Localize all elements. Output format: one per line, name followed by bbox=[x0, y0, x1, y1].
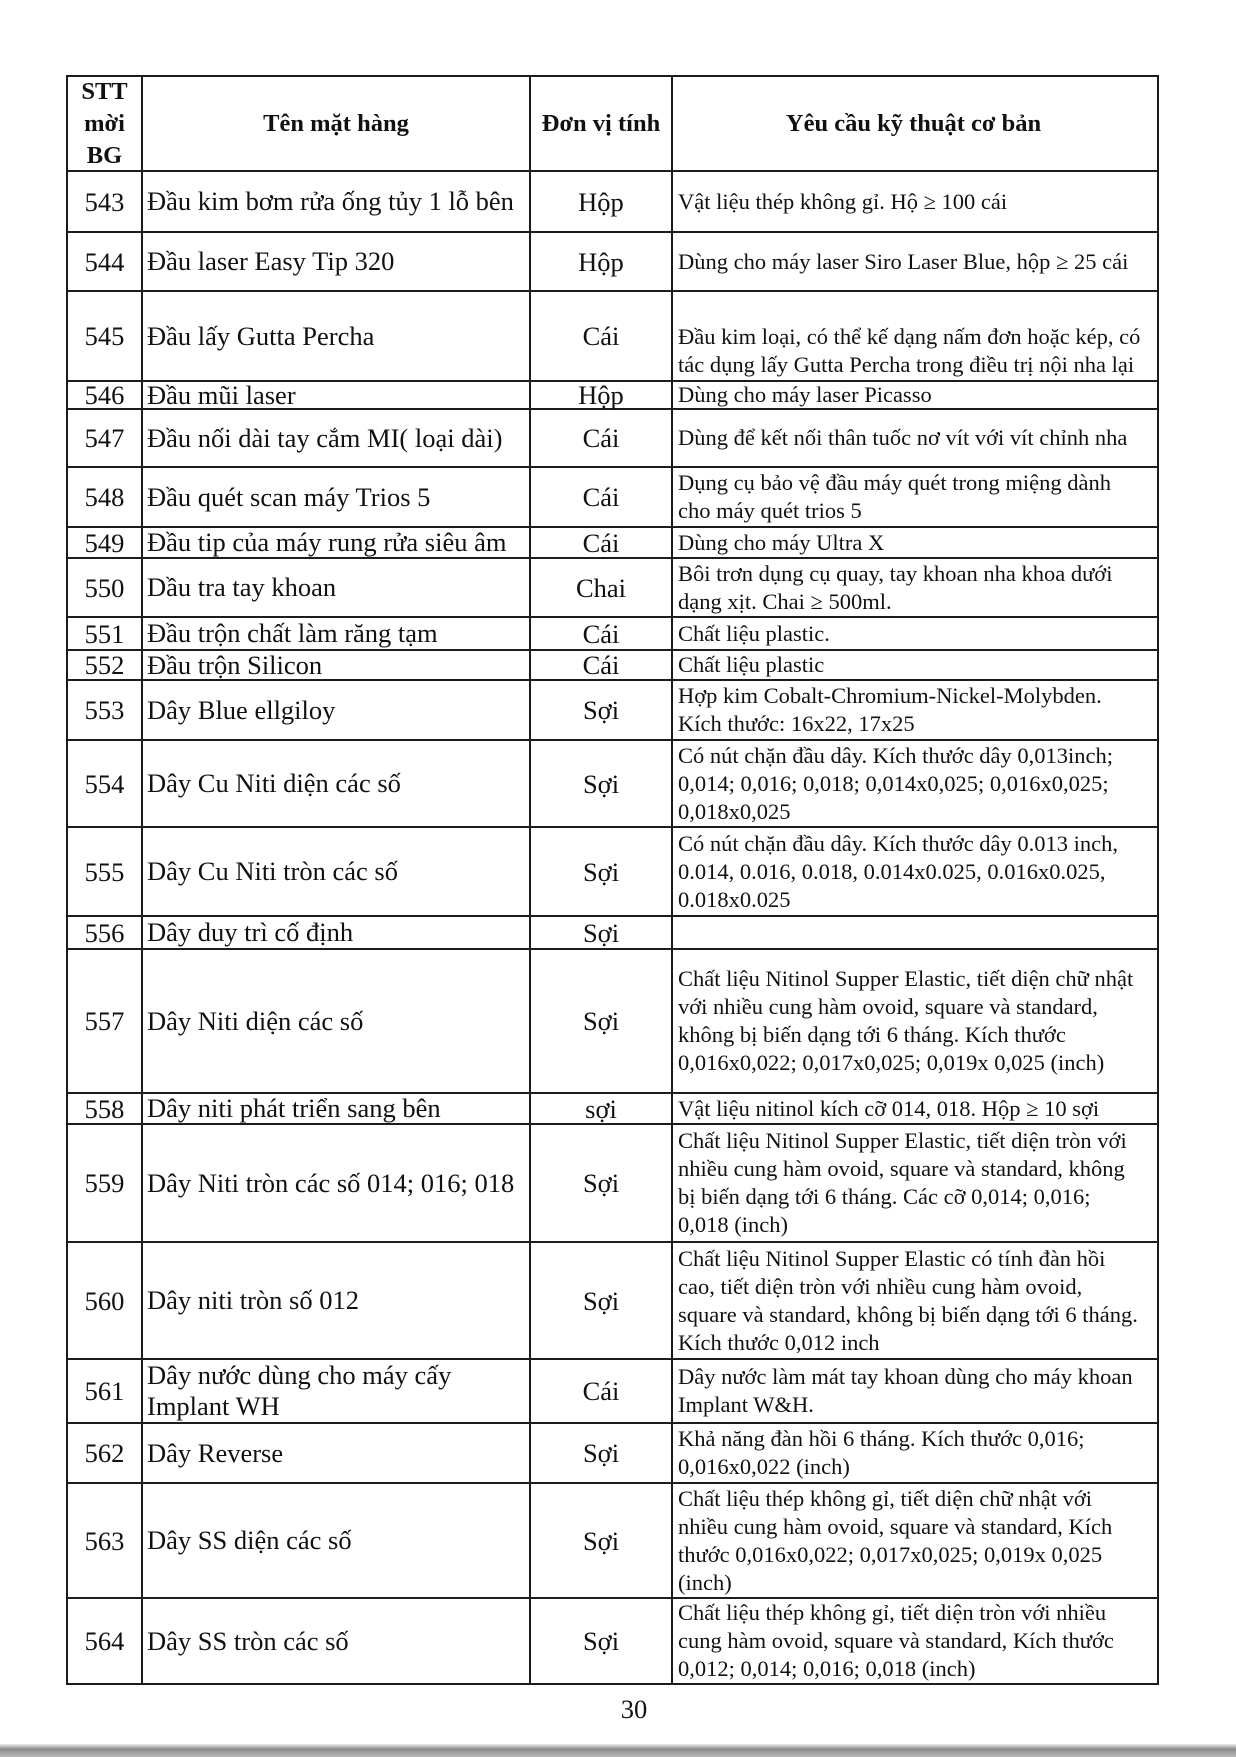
unit-cell: Hộp bbox=[531, 382, 673, 408]
stt-cell: 553 bbox=[68, 681, 143, 739]
stt-cell: 557 bbox=[68, 950, 143, 1092]
unit-cell: Cái bbox=[531, 468, 673, 526]
item-name-cell: Dây niti tròn số 012 bbox=[143, 1243, 531, 1358]
item-name-cell: Đầu trộn Silicon bbox=[143, 651, 531, 679]
requirement-cell: Dùng cho máy laser Picasso bbox=[673, 382, 1159, 408]
table-row bbox=[68, 1599, 1159, 1685]
unit-cell: Cái bbox=[531, 528, 673, 557]
table-row bbox=[68, 528, 1159, 559]
stt-cell: 555 bbox=[68, 828, 143, 915]
item-table bbox=[66, 75, 1159, 1685]
requirement-cell: Có nút chặn đầu dây. Kích thước dây 0,013inch; 0,014; 0,016; 0,018; 0,014x0,025; 0,016x0,025; 0,018x0,025 bbox=[673, 741, 1159, 826]
stt-cell: 544 bbox=[68, 233, 143, 290]
table-row bbox=[68, 1243, 1159, 1360]
stt-cell: 545 bbox=[68, 292, 143, 380]
stt-cell: 556 bbox=[68, 917, 143, 948]
stt-cell: 558 bbox=[68, 1094, 143, 1123]
requirement-cell: Chất liệu Nitinol Supper Elastic, tiết diện chữ nhật với nhiều cung hàm ovoid, square và standard, không bị biến dạng tới 6 tháng. Kích thước 0,016x0,022; 0,017x0,025; 0,019x 0,025 (inch) bbox=[673, 950, 1159, 1092]
requirement-cell bbox=[673, 917, 1159, 948]
table-row bbox=[68, 172, 1159, 233]
requirement-cell: Chất liệu thép không gỉ, tiết diện tròn với nhiều cung hàm ovoid, square và standard, Kích thước 0,012; 0,014; 0,016; 0,018 (inch) bbox=[673, 1599, 1159, 1683]
header-stt-line: STT bbox=[81, 77, 128, 105]
unit-cell: Sợi bbox=[531, 681, 673, 739]
unit-cell: Sợi bbox=[531, 917, 673, 948]
requirement-cell: Chất liệu thép không gỉ, tiết diện chữ nhật với nhiều cung hàm ovoid, square và standard, Kích thước 0,016x0,022; 0,017x0,025; 0,019x 0,025 (inch) bbox=[673, 1484, 1159, 1597]
table-row bbox=[68, 1125, 1159, 1243]
table-row bbox=[68, 1484, 1159, 1599]
requirement-cell: Hợp kim Cobalt-Chromium-Nickel-Molybden. Kích thước: 16x22, 17x25 bbox=[673, 681, 1159, 739]
requirement-cell: Dùng cho máy laser Siro Laser Blue, hộp ≥ 25 cái bbox=[673, 233, 1159, 290]
item-name-cell: Đầu mũi laser bbox=[143, 382, 531, 408]
table-row bbox=[68, 741, 1159, 828]
table-row bbox=[68, 681, 1159, 741]
stt-cell: 554 bbox=[68, 741, 143, 826]
stt-cell: 552 bbox=[68, 651, 143, 679]
stt-cell: 548 bbox=[68, 468, 143, 526]
item-name-cell: Dây Blue ellgiloy bbox=[143, 681, 531, 739]
header-unit: Đơn vị tính bbox=[531, 77, 673, 170]
unit-cell: Sợi bbox=[531, 950, 673, 1092]
header-stt-line: BG bbox=[86, 141, 123, 169]
requirement-cell: Bôi trơn dụng cụ quay, tay khoan nha khoa dưới dạng xịt. Chai ≥ 500ml. bbox=[673, 559, 1159, 616]
item-name-cell: Dây niti phát triển sang bên bbox=[143, 1094, 531, 1123]
stt-cell: 559 bbox=[68, 1125, 143, 1241]
unit-cell: Cái bbox=[531, 651, 673, 679]
table-row bbox=[68, 559, 1159, 618]
stt-cell: 543 bbox=[68, 172, 143, 231]
table-row bbox=[68, 379, 1159, 410]
item-name-cell: Dây Cu Niti tròn các số bbox=[143, 828, 531, 915]
table-row bbox=[68, 292, 1159, 382]
scan-edge bbox=[0, 1744, 1236, 1757]
item-name-cell: Dầu tra tay khoan bbox=[143, 559, 531, 616]
unit-cell: Cái bbox=[531, 410, 673, 466]
unit-cell: Cái bbox=[531, 1360, 673, 1422]
item-name-cell: Dây Cu Niti diện các số bbox=[143, 741, 531, 826]
header-stt-line: mời bbox=[84, 109, 125, 137]
unit-cell: Chai bbox=[531, 559, 673, 616]
table-row bbox=[68, 618, 1159, 651]
unit-cell: Sợi bbox=[531, 1484, 673, 1597]
item-name-cell: Dây Niti diện các số bbox=[143, 950, 531, 1092]
unit-cell: sợi bbox=[531, 1094, 673, 1123]
unit-cell: Cái bbox=[531, 618, 673, 649]
unit-cell: Sợi bbox=[531, 1599, 673, 1683]
item-name-cell: Đầu kim bơm rửa ống tủy 1 lỗ bên bbox=[143, 172, 531, 231]
requirement-cell: Dùng để kết nối thân tuốc nơ vít với vít chỉnh nha bbox=[673, 410, 1159, 466]
item-name-cell: Dây Niti tròn các số 014; 016; 018 bbox=[143, 1125, 531, 1241]
requirement-cell: Vật liệu nitinol kích cỡ 014, 018. Hộp ≥ 10 sợi bbox=[673, 1094, 1159, 1123]
requirement-cell: Có nút chặn đầu dây. Kích thước dây 0.013 inch, 0.014, 0.016, 0.018, 0.014x0.025, 0.016x0.025, 0.018x0.025 bbox=[673, 828, 1159, 915]
requirement-cell: Dây nước làm mát tay khoan dùng cho máy khoan Implant W&H. bbox=[673, 1360, 1159, 1422]
header-stt bbox=[68, 77, 143, 170]
item-name-cell: Đầu lấy Gutta Percha bbox=[143, 292, 531, 380]
unit-cell: Cái bbox=[531, 292, 673, 380]
item-name-cell: Đầu trộn chất làm răng tạm bbox=[143, 618, 531, 649]
page-number: 30 bbox=[620, 1694, 648, 1724]
stt-cell: 549 bbox=[68, 528, 143, 557]
stt-cell: 546 bbox=[68, 382, 143, 408]
table-row bbox=[68, 950, 1159, 1094]
stt-cell: 563 bbox=[68, 1484, 143, 1597]
table-row bbox=[68, 917, 1159, 950]
requirement-cell: Chất liệu plastic bbox=[673, 651, 1159, 679]
stt-cell: 547 bbox=[68, 410, 143, 466]
unit-cell: Sợi bbox=[531, 741, 673, 826]
item-name-cell: Dây SS tròn các số bbox=[143, 1599, 531, 1683]
unit-cell: Sợi bbox=[531, 1424, 673, 1482]
item-name-cell: Dây nước dùng cho máy cấy Implant WH bbox=[143, 1360, 531, 1422]
table-row bbox=[68, 233, 1159, 292]
table-header-row bbox=[68, 77, 1159, 172]
table-row bbox=[68, 1424, 1159, 1484]
stt-cell: 550 bbox=[68, 559, 143, 616]
unit-cell: Sợi bbox=[531, 1125, 673, 1241]
item-name-cell: Đầu nối dài tay cắm MI( loại dài) bbox=[143, 410, 531, 466]
requirement-cell: Khả năng đàn hồi 6 tháng. Kích thước 0,016; 0,016x0,022 (inch) bbox=[673, 1424, 1159, 1482]
unit-cell: Sợi bbox=[531, 828, 673, 915]
table-row bbox=[68, 1360, 1159, 1424]
unit-cell: Hộp bbox=[531, 172, 673, 231]
item-name-cell: Đầu tip của máy rung rửa siêu âm bbox=[143, 528, 531, 557]
stt-cell: 561 bbox=[68, 1360, 143, 1422]
item-name-cell: Dây duy trì cố định bbox=[143, 917, 531, 948]
item-name-cell: Đầu quét scan máy Trios 5 bbox=[143, 468, 531, 526]
stt-cell: 564 bbox=[68, 1599, 143, 1683]
requirement-cell: Chất liệu Nitinol Supper Elastic, tiết diện tròn với nhiều cung hàm ovoid, square và standard, không bị biến dạng tới 6 tháng. Các cỡ 0,014; 0,016; 0,018 (inch) bbox=[673, 1125, 1159, 1241]
requirement-cell: Đầu kim loại, có thể kế dạng nấm đơn hoặc kép, có tác dụng lấy Gutta Percha trong điều trị nội nha lại bbox=[673, 292, 1159, 380]
stt-cell: 562 bbox=[68, 1424, 143, 1482]
stt-cell: 560 bbox=[68, 1243, 143, 1358]
header-item-name: Tên mặt hàng bbox=[143, 77, 531, 170]
table-row bbox=[68, 468, 1159, 528]
requirement-cell: Vật liệu thép không gỉ. Hộ ≥ 100 cái bbox=[673, 172, 1159, 231]
table-row bbox=[68, 828, 1159, 917]
table-row bbox=[68, 410, 1159, 468]
table-row bbox=[68, 651, 1159, 681]
unit-cell: Hộp bbox=[531, 233, 673, 290]
requirement-cell: Dụng cụ bảo vệ đầu máy quét trong miệng dành cho máy quét trios 5 bbox=[673, 468, 1159, 526]
item-name-cell: Dây Reverse bbox=[143, 1424, 531, 1482]
requirement-cell: Dùng cho máy Ultra X bbox=[673, 528, 1159, 557]
requirement-cell: Chất liệu Nitinol Supper Elastic có tính đàn hồi cao, tiết diện tròn với nhiều cung hàm ovoid, square và standard, không bị biến dạng tới 6 tháng. Kích thước 0,012 inch bbox=[673, 1243, 1159, 1358]
requirement-cell: Chất liệu plastic. bbox=[673, 618, 1159, 649]
item-name-cell: Dây SS diện các số bbox=[143, 1484, 531, 1597]
item-name-cell: Đầu laser Easy Tip 320 bbox=[143, 233, 531, 290]
stt-cell: 551 bbox=[68, 618, 143, 649]
header-requirement: Yêu cầu kỹ thuật cơ bản bbox=[673, 77, 1159, 170]
table-row bbox=[68, 1094, 1159, 1125]
unit-cell: Sợi bbox=[531, 1243, 673, 1358]
